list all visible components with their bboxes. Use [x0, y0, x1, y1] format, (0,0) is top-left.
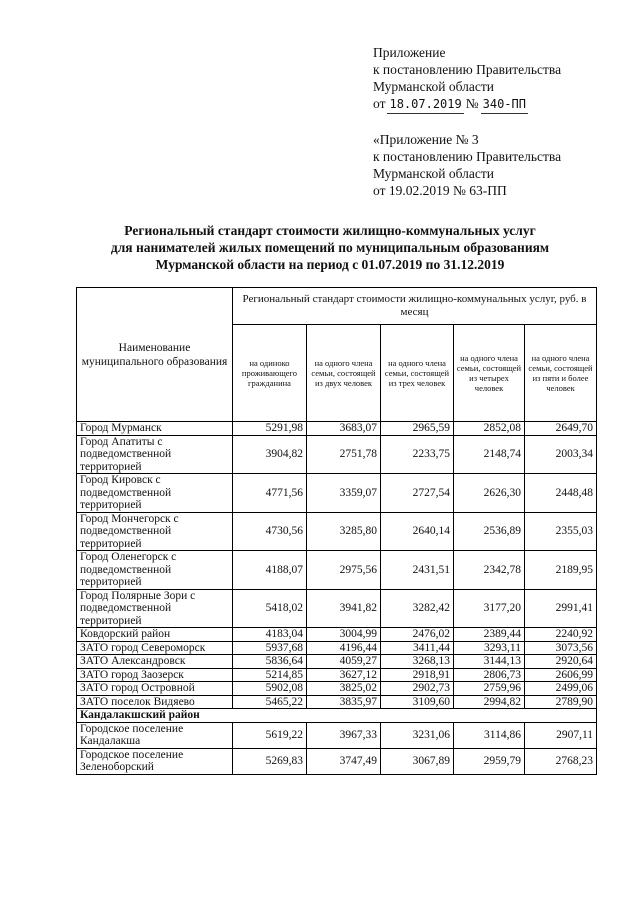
document-title: [60, 222, 600, 273]
cost-value: 3359,07: [307, 474, 381, 513]
annex-previous-region-line: Мурманской области: [373, 166, 494, 181]
table-row: [77, 551, 597, 590]
cost-value: 2342,78: [454, 551, 525, 590]
cost-value: 2920,64: [525, 655, 597, 669]
cost-value: 2727,54: [381, 474, 454, 513]
section-title: Кандалакшский район: [77, 709, 597, 723]
table-row: [77, 641, 597, 655]
cost-value: 5937,68: [233, 641, 307, 655]
table-row: [77, 589, 597, 628]
annex-number: 340-ПП: [481, 96, 528, 114]
table-row: [77, 422, 597, 436]
table-row: [77, 722, 597, 748]
cost-value: 2389,44: [454, 628, 525, 642]
cost-value: 2233,75: [381, 435, 454, 474]
cost-value: 3144,13: [454, 655, 525, 669]
annex-region-line: Мурманской области: [373, 79, 494, 94]
cost-value: 2640,14: [381, 512, 454, 551]
cost-value: 4059,27: [307, 655, 381, 669]
cost-value: 2768,23: [525, 748, 597, 774]
annex-current-block: [373, 44, 561, 114]
cost-value: 2991,41: [525, 589, 597, 628]
cost-value: 5418,02: [233, 589, 307, 628]
annex-date: 18.07.2019: [387, 96, 463, 114]
annex-date-prefix: от: [373, 96, 386, 111]
cost-value: 2536,89: [454, 512, 525, 551]
cost-value: 3835,97: [307, 695, 381, 709]
cost-value: 3825,02: [307, 682, 381, 696]
table-row: [77, 628, 597, 642]
cost-value: 4730,56: [233, 512, 307, 551]
cost-value: 3683,07: [307, 422, 381, 436]
municipality-name: Городское поселение Зеленоборский: [77, 748, 233, 774]
cost-value: 2789,90: [525, 695, 597, 709]
municipality-name: ЗАТО город Заозерск: [77, 668, 233, 682]
cost-value: 5291,98: [233, 422, 307, 436]
cost-value: 2431,51: [381, 551, 454, 590]
cost-value: 2240,92: [525, 628, 597, 642]
annex-label: Приложение: [373, 45, 446, 60]
cost-value: 2918,91: [381, 668, 454, 682]
municipality-name: ЗАТО Александровск: [77, 655, 233, 669]
cost-value: 4196,44: [307, 641, 381, 655]
cost-standard-table: [76, 287, 597, 775]
table-row: [77, 695, 597, 709]
municipality-name: ЗАТО город Островной: [77, 682, 233, 696]
cost-value: 3411,44: [381, 641, 454, 655]
cost-value: 5619,22: [233, 722, 307, 748]
header-col-three: на одного члена семьи, состоящей из трех человек: [381, 325, 454, 422]
cost-value: 4188,07: [233, 551, 307, 590]
title-line-2: для нанимателей жилых помещений по муниципальным образованиям: [110, 240, 550, 255]
municipality-name: Город Полярные Зори с подведомственной территорией: [77, 589, 233, 628]
cost-value: 3109,60: [381, 695, 454, 709]
cost-value: 2003,34: [525, 435, 597, 474]
cost-value: 2476,02: [381, 628, 454, 642]
table-body: [77, 422, 597, 775]
municipality-name: ЗАТО поселок Видяево: [77, 695, 233, 709]
cost-value: 3004,99: [307, 628, 381, 642]
cost-value: 2902,73: [381, 682, 454, 696]
table-row: [77, 655, 597, 669]
annex-resolution-line: к постановлению Правительства: [373, 62, 562, 77]
cost-value: 2975,56: [307, 551, 381, 590]
cost-value: 3293,11: [454, 641, 525, 655]
annex-previous-label: «Приложение № 3: [373, 132, 479, 147]
cost-value: 2965,59: [381, 422, 454, 436]
table-row: [77, 668, 597, 682]
cost-value: 3067,89: [381, 748, 454, 774]
table-row: [77, 682, 597, 696]
annex-previous-resolution-line: к постановлению Правительства: [373, 149, 562, 164]
cost-value: 2759,96: [454, 682, 525, 696]
municipality-name: Городское поселение Кандалакша: [77, 722, 233, 748]
cost-value: 2806,73: [454, 668, 525, 682]
municipality-name: Город Кировск с подведомственной территорией: [77, 474, 233, 513]
cost-value: 3967,33: [307, 722, 381, 748]
municipality-name: ЗАТО город Североморск: [77, 641, 233, 655]
cost-value: 3941,82: [307, 589, 381, 628]
cost-value: 5269,83: [233, 748, 307, 774]
cost-value: 2355,03: [525, 512, 597, 551]
annex-reference-line: [373, 95, 561, 114]
cost-value: 3285,80: [307, 512, 381, 551]
cost-value: 3904,82: [233, 435, 307, 474]
cost-value: 2448,48: [525, 474, 597, 513]
table-row: [77, 474, 597, 513]
annex-previous-reference-line: от 19.02.2019 № 63-ПП: [373, 183, 507, 198]
section-row: [77, 709, 597, 723]
cost-value: 5902,08: [233, 682, 307, 696]
cost-value: 3177,20: [454, 589, 525, 628]
annex-previous-block: [373, 131, 561, 199]
municipality-name: Город Апатиты с подведомственной территорией: [77, 435, 233, 474]
municipality-name: Город Мончегорск с подведомственной территорией: [77, 512, 233, 551]
cost-value: 4771,56: [233, 474, 307, 513]
cost-value: 2626,30: [454, 474, 525, 513]
cost-value: 3747,49: [307, 748, 381, 774]
cost-value: 2649,70: [525, 422, 597, 436]
cost-value: 2959,79: [454, 748, 525, 774]
cost-value: 3231,06: [381, 722, 454, 748]
cost-value: 2189,95: [525, 551, 597, 590]
table-row: [77, 435, 597, 474]
cost-value: 2148,74: [454, 435, 525, 474]
table-row: [77, 748, 597, 774]
title-line-3: Мурманской области на период с 01.07.2019 по 31.12.2019: [155, 257, 505, 272]
cost-value: 2606,99: [525, 668, 597, 682]
municipality-name: Город Мурманск: [77, 422, 233, 436]
cost-value: 3114,86: [454, 722, 525, 748]
header-col-single: на одиноко проживающего гражданина: [233, 325, 307, 422]
cost-value: 2994,82: [454, 695, 525, 709]
header-col-two: на одного члена семьи, состоящей из двух человек: [307, 325, 381, 422]
title-line-1: Региональный стандарт стоимости жилищно-коммунальных услуг: [124, 223, 536, 238]
cost-value: 2907,11: [525, 722, 597, 748]
cost-value: 3627,12: [307, 668, 381, 682]
cost-value: 2499,06: [525, 682, 597, 696]
header-municipality: Наименование муниципального образования: [77, 288, 233, 422]
cost-value: 3268,13: [381, 655, 454, 669]
annex-number-sign: №: [465, 96, 479, 111]
header-cost-standard: Региональный стандарт стоимости жилищно-коммунальных услуг, руб. в месяц: [233, 288, 597, 325]
cost-value: 5214,85: [233, 668, 307, 682]
cost-value: 5465,22: [233, 695, 307, 709]
header-col-four: на одного члена семьи, состоящей из четырех человек: [454, 325, 525, 422]
municipality-name: Город Оленегорск с подведомственной территорией: [77, 551, 233, 590]
municipality-name: Ковдорский район: [77, 628, 233, 642]
cost-value: 3073,56: [525, 641, 597, 655]
cost-value: 5836,64: [233, 655, 307, 669]
cost-value: 4183,04: [233, 628, 307, 642]
header-col-five-plus: на одного члена семьи, состоящей из пяти и более человек: [525, 325, 597, 422]
cost-value: 2852,08: [454, 422, 525, 436]
cost-value: 2751,78: [307, 435, 381, 474]
cost-value: 3282,42: [381, 589, 454, 628]
table-row: [77, 512, 597, 551]
